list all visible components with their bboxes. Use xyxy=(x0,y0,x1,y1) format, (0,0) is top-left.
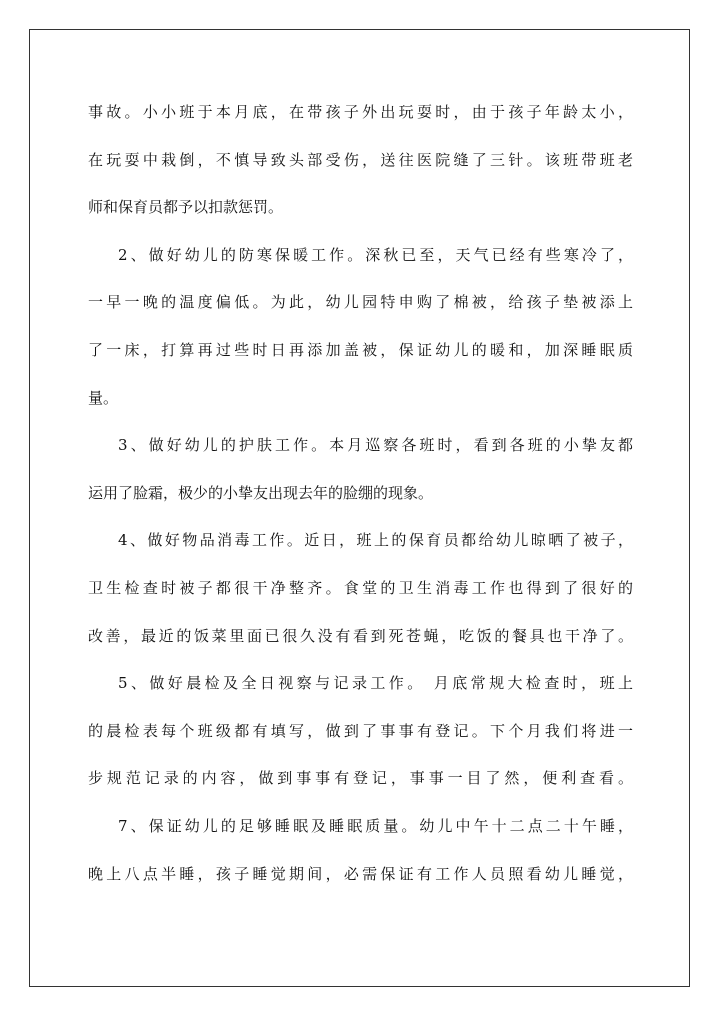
text-line: 的晨检表每个班级都有填写，做到了事事有登记。下个月我们将进一 xyxy=(88,721,633,740)
text-line: 运用了脸霜，极少的小挚友出现去年的脸绷的现象。 xyxy=(88,483,434,502)
document-body xyxy=(88,89,633,898)
text-line: 一早一晚的温度偏低。为此，幼儿园特申购了棉被，给孩子垫被添上 xyxy=(88,293,633,312)
paragraph xyxy=(88,232,633,422)
text-line: 在玩耍中栽倒，不慎导致头部受伤，送往医院缝了三针。该班带班老 xyxy=(88,150,633,169)
text-line: 2、做好幼儿的防寒保暖工作。深秋已至，天气已经有些寒冷了， xyxy=(118,245,633,264)
paragraph xyxy=(88,660,633,803)
text-line: 卫生检查时被子都很干净整齐。食堂的卫生消毒工作也得到了很好的 xyxy=(88,578,633,597)
text-line: 步规范记录的内容，做到事事有登记，事事一目了然，便利查看。 xyxy=(88,769,633,788)
paragraph xyxy=(88,422,633,517)
text-line: 4、做好物品消毒工作。近日，班上的保育员都给幼儿晾晒了被子， xyxy=(118,531,633,550)
text-line: 5、做好晨检及全日视察与记录工作。 月底常规大检查时，班上 xyxy=(118,674,633,693)
text-line: 事故。小小班于本月底，在带孩子外出玩耍时，由于孩子年龄太小， xyxy=(88,103,633,121)
paragraph xyxy=(88,517,633,660)
text-line: 7、保证幼儿的足够睡眠及睡眠质量。幼儿中午十二点二十午睡， xyxy=(118,816,633,835)
text-line: 师和保育员都予以扣款惩罚。 xyxy=(88,198,284,217)
text-line: 晚上八点半睡，孩子睡觉期间，必需保证有工作人员照看幼儿睡觉， xyxy=(88,864,633,883)
text-line: 了一床，打算再过些时日再添加盖被，保证幼儿的暖和，加深睡眠质 xyxy=(88,340,633,359)
text-line: 改善，最近的饭菜里面已很久没有看到死苍蝇，吃饭的餐具也干净了。 xyxy=(88,626,633,645)
paragraph xyxy=(88,803,633,898)
text-line: 量。 xyxy=(88,388,119,407)
text-line: 3、做好幼儿的护肤工作。本月巡察各班时，看到各班的小挚友都 xyxy=(118,436,633,455)
paragraph xyxy=(88,89,633,232)
